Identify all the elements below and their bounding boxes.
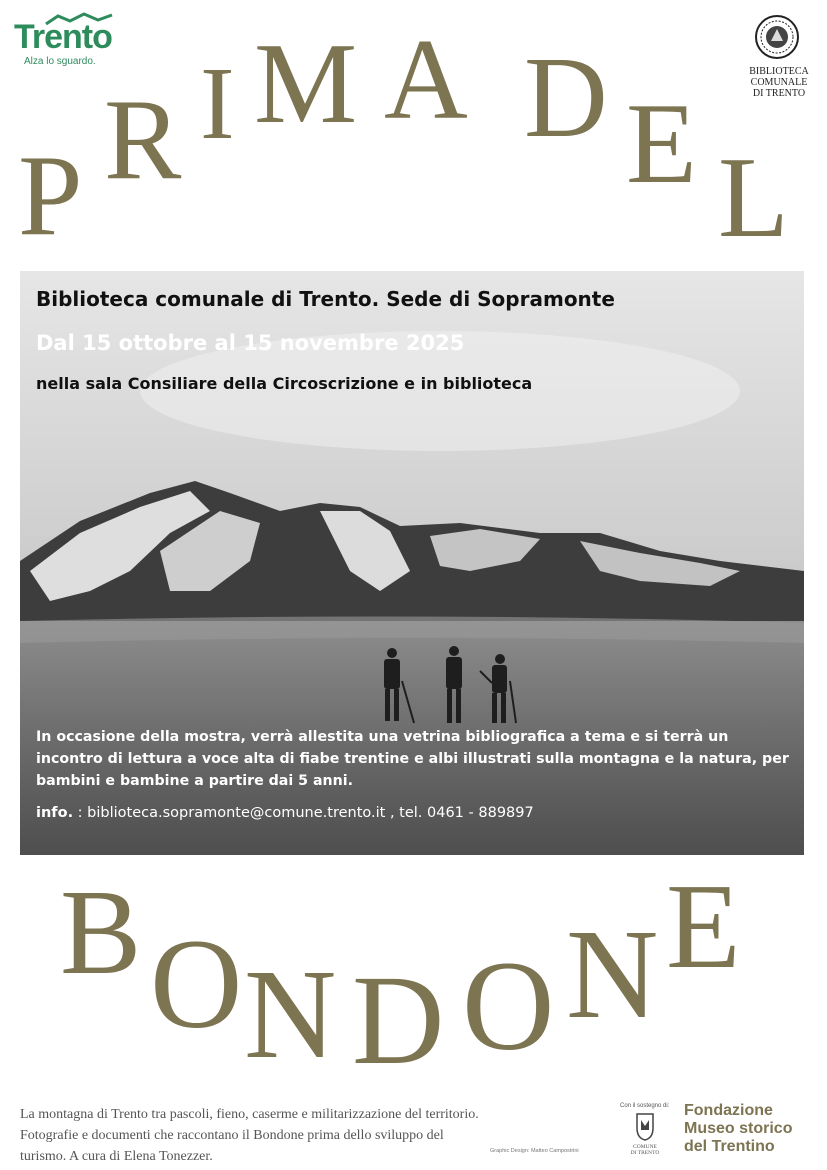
title-letter: E <box>666 859 741 994</box>
title-letter: O <box>150 913 243 1055</box>
title-letter: O <box>462 935 555 1077</box>
comune-name: COMUNE DI TRENTO <box>630 1144 660 1156</box>
title-letter: M <box>254 20 358 148</box>
title-letter: E <box>626 80 697 208</box>
title-letter: R <box>104 76 182 204</box>
comune-logo <box>628 1112 662 1158</box>
event-description: In occasione della mostra, verrà allestita una vetrina bibliografica a tema e si terrà un incontro di lettura a voce alta di fiabe trentine e albi illustrati sulla montagna e la natura, per bambini e bambine a partire dai 5 anni. <box>36 729 789 789</box>
fondazione-logo: Fondazione Museo storico del Trentino <box>684 1102 793 1155</box>
design-credit: Graphic Design: Matteo Campostrini <box>490 1148 579 1154</box>
biblioteca-name: BIBLIOTECA COMUNALE DI TRENTO <box>749 66 809 99</box>
comune-coat-of-arms-icon <box>628 1112 662 1142</box>
title-letter: I <box>200 46 235 161</box>
trento-wordmark: Trento <box>14 18 112 56</box>
event-venue: Biblioteca comunale di Trento. Sede di Sopramonte <box>36 287 615 311</box>
info-contact: : biblioteca.sopramonte@comune.trento.it , tel. 0461 - 889897 <box>73 805 534 821</box>
title-letter: D <box>524 34 608 162</box>
title-letter: B <box>60 865 142 1000</box>
title-letter: L <box>718 134 789 262</box>
title-letter: P <box>18 132 83 260</box>
title-letter: N <box>566 903 659 1045</box>
exhibition-description: La montagna di Trento tra pascoli, fieno, caserme e militarizzazione del territorio. Fotografie e documenti che raccontano il Bondone prima dello sviluppo del turismo. A cura di Elena Tonezzer. <box>20 1107 479 1164</box>
trento-tagline: Alza lo sguardo. <box>24 56 96 67</box>
title-letter: N <box>244 943 337 1085</box>
event-info <box>36 805 534 821</box>
event-photo-panel <box>20 271 804 855</box>
biblioteca-seal-icon <box>754 14 800 60</box>
event-room: nella sala Consiliare della Circoscrizione e in biblioteca <box>36 374 533 393</box>
biblioteca-logo <box>742 14 816 99</box>
title-letter: D <box>352 949 445 1091</box>
info-label: info. <box>36 805 74 821</box>
trento-logo <box>14 12 114 68</box>
event-dates: Dal 15 ottobre al 15 novembre 2025 <box>36 331 465 355</box>
support-label: Con il sostegno di: <box>620 1103 670 1109</box>
title-letter: A <box>384 16 468 144</box>
